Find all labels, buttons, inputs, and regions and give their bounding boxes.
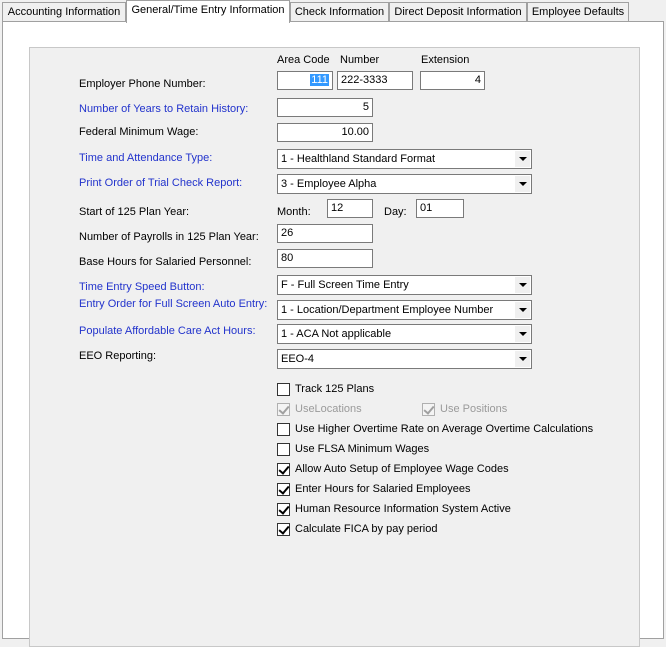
auto-setup-label: Allow Auto Setup of Employee Wage Codes: [295, 463, 509, 475]
phone-number-input[interactable]: 222-3333: [337, 71, 413, 90]
years-history-input[interactable]: 5: [277, 98, 373, 117]
enter-hours-label: Enter Hours for Salaried Employees: [295, 483, 471, 495]
month-input[interactable]: 12: [327, 199, 373, 218]
aca-hours-label[interactable]: Populate Affordable Care Act Hours:: [79, 325, 256, 337]
checkmark-icon[interactable]: [277, 463, 290, 476]
use-positions-label: Use Positions: [440, 403, 508, 415]
day-input[interactable]: 01: [416, 199, 464, 218]
time-attendance-label[interactable]: Time and Attendance Type:: [79, 152, 213, 164]
checkbox-box[interactable]: [277, 383, 290, 396]
chevron-down-icon[interactable]: [515, 326, 530, 342]
tab-accounting-information[interactable]: [2, 2, 126, 22]
time-attendance-select[interactable]: [277, 149, 532, 169]
print-order-label[interactable]: Print Order of Trial Check Report:: [79, 177, 243, 189]
checkmark-icon: [277, 403, 290, 416]
tab-check-information[interactable]: [290, 2, 389, 22]
extension-input[interactable]: 4: [420, 71, 485, 90]
checkmark-icon[interactable]: [277, 483, 290, 496]
payrolls-125-input[interactable]: 26: [277, 224, 373, 243]
fica-label: Calculate FICA by pay period: [295, 523, 438, 535]
chevron-down-icon[interactable]: [515, 351, 530, 367]
tab-label: Direct Deposit Information: [394, 6, 522, 18]
hris-label: Human Resource Information System Active: [295, 503, 511, 515]
employer-phone-label: Employer Phone Number:: [79, 78, 206, 90]
min-wage-input[interactable]: 10.00: [277, 123, 373, 142]
checkbox-box[interactable]: [277, 443, 290, 456]
area-code-input[interactable]: [277, 71, 333, 90]
base-hours-label: Base Hours for Salaried Personnel:: [79, 256, 252, 268]
checkmark-icon: [422, 403, 435, 416]
checkbox-box[interactable]: [277, 423, 290, 436]
tab-employee-defaults[interactable]: [527, 2, 629, 22]
number-header: Number: [340, 54, 380, 66]
min-wage-label: Federal Minimum Wage:: [79, 126, 199, 138]
speed-button-value: F - Full Screen Time Entry: [281, 279, 409, 291]
tab-label: General/Time Entry Information: [131, 4, 285, 16]
higher-ot-label: Use Higher Overtime Rate on Average Overtime Calculations: [295, 423, 594, 435]
tab-general-time-entry-information[interactable]: [126, 0, 290, 23]
area-code-header: Area Code: [277, 54, 330, 66]
base-hours-input[interactable]: 80: [277, 249, 373, 268]
aca-hours-value: 1 - ACA Not applicable: [281, 328, 392, 340]
form-group: [29, 47, 640, 647]
plan-year-label: Start of 125 Plan Year:: [79, 206, 190, 218]
area-code-value: 111: [311, 74, 328, 86]
years-history-label[interactable]: Number of Years to Retain History:: [79, 103, 249, 115]
payrolls-125-label: Number of Payrolls in 125 Plan Year:: [79, 231, 259, 243]
eeo-value: EEO-4: [281, 353, 315, 365]
tab-direct-deposit-information[interactable]: [389, 2, 527, 22]
eeo-select[interactable]: [277, 349, 532, 369]
speed-button-label[interactable]: Time Entry Speed Button:: [79, 281, 205, 293]
tab-panel: [2, 21, 664, 639]
track-125-label: Track 125 Plans: [295, 383, 375, 395]
aca-hours-select[interactable]: [277, 324, 532, 344]
chevron-down-icon[interactable]: [515, 176, 530, 192]
month-label: Month:: [277, 206, 311, 218]
entry-order-select[interactable]: [277, 300, 532, 320]
flsa-label: Use FLSA Minimum Wages: [295, 443, 430, 455]
speed-button-select[interactable]: [277, 275, 532, 295]
use-locations-label: UseLocations: [295, 403, 362, 415]
chevron-down-icon[interactable]: [515, 277, 530, 293]
tab-label: Accounting Information: [7, 6, 121, 18]
day-label: Day:: [384, 206, 407, 218]
chevron-down-icon[interactable]: [515, 151, 530, 167]
print-order-value: 3 - Employee Alpha: [281, 178, 377, 190]
tab-label: Check Information: [294, 6, 385, 18]
print-order-select[interactable]: [277, 174, 532, 194]
eeo-label: EEO Reporting:: [79, 350, 157, 362]
tab-bar: [0, 0, 666, 22]
entry-order-value: 1 - Location/Department Employee Number: [281, 304, 494, 316]
time-attendance-value: 1 - Healthland Standard Format: [281, 153, 436, 165]
extension-header: Extension: [421, 54, 470, 66]
checkmark-icon[interactable]: [277, 523, 290, 536]
chevron-down-icon[interactable]: [515, 302, 530, 318]
tab-label: Employee Defaults: [531, 6, 625, 18]
checkmark-icon[interactable]: [277, 503, 290, 516]
entry-order-label[interactable]: Entry Order for Full Screen Auto Entry:: [79, 298, 268, 310]
